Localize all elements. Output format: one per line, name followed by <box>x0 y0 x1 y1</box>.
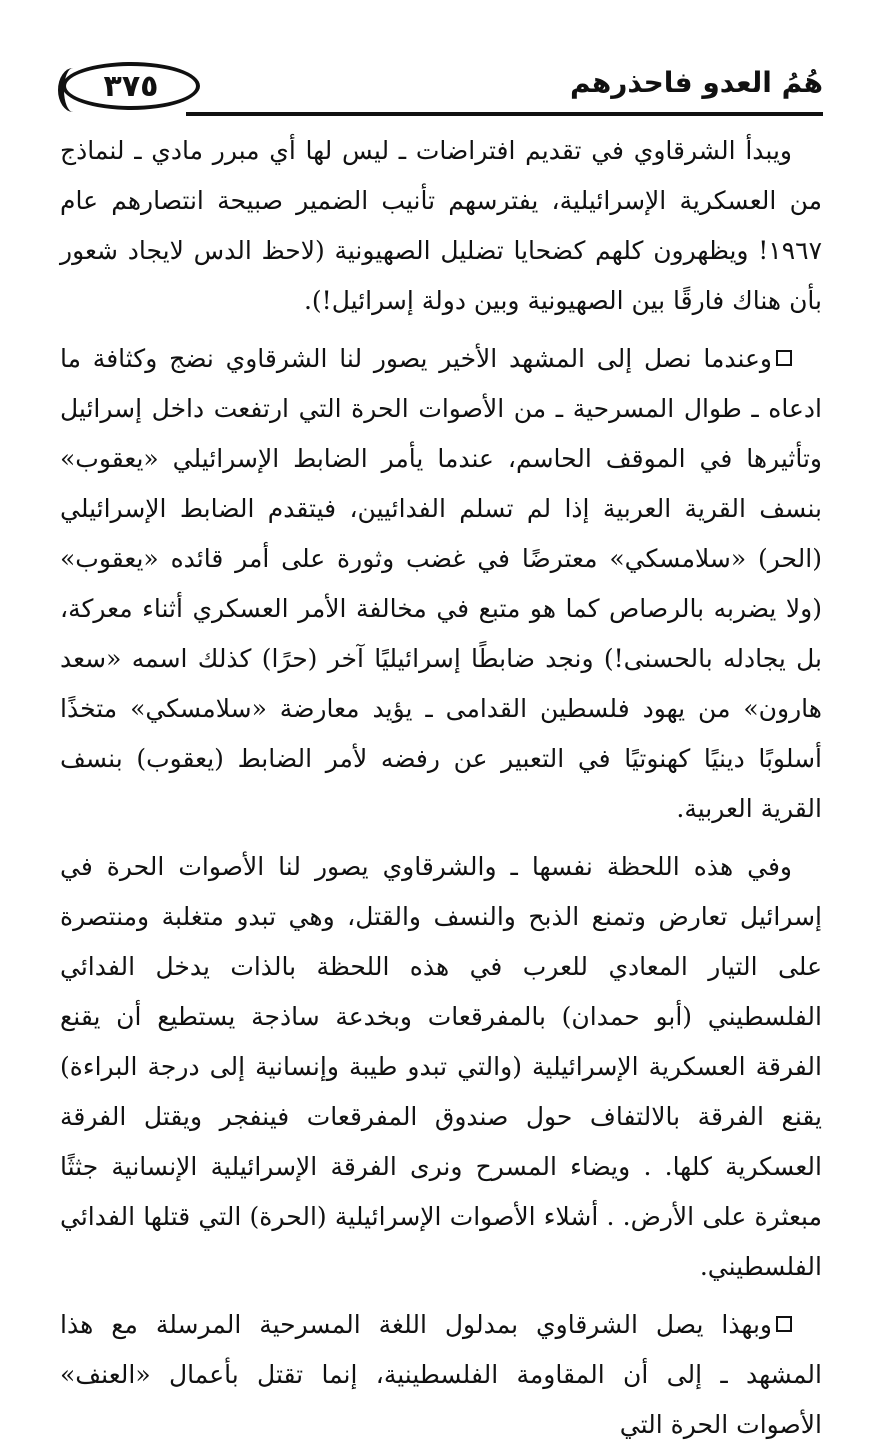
paragraph-text: وبهذا يصل الشرقاوي بمدلول اللغة المسرحية المرسلة مع هذا المشهد ـ إلى أن المقاومة الفلسطينية، إنما تقتل بأعمال «العنف» الأصوات الحرة التي <box>60 1310 822 1439</box>
paragraph-2 <box>60 334 822 834</box>
paragraph-text: ويبدأ الشرقاوي في تقديم افتراضات ـ ليس لها أي مبرر مادي ـ لنماذج من العسكرية الإسرائيلية، يفترسهم تأنيب الضمير صبيحة انتصارهم عام ١٩٦٧! ويظهرون كلهم كضحايا تضليل الصهيونية (لاحظ الدس لايجاد شعور بأن هناك فارقًا بين الصهيونية وبين دولة إسرائيل!). <box>60 136 822 315</box>
paragraph-text: وفي هذه اللحظة نفسها ـ والشرقاوي يصور لنا الأصوات الحرة في إسرائيل تعارض وتمنع الذبح والنسف والقتل، وهي تبدو متغلبة ومنتصرة على التيار المعادي للعرب في هذه اللحظة بالذات يدخل الفدائي الفلسطيني (أبو حمدان) بالمفرقعات وبخدعة ساذجة يستطيع أن يقنع الفرقة العسكرية الإسرائيلية (والتي تبدو طيبة وإنسانية إلى درجة البراءة) يقنع الفرقة بالالتفاف حول صندوق المفرقعات فينفجر ويقتل الفرقة العسكرية كلها. . ويضاء المسرح ونرى الفرقة الإسرائيلية الإنسانية جثثًا مبعثرة على الأرض. . أشلاء الأصوات الإسرائيلية (الحرة) التي قتلها الفدائي الفلسطيني. <box>60 852 822 1281</box>
paragraph-marker-icon <box>776 1316 792 1332</box>
paragraph-marker-icon <box>776 350 792 366</box>
running-title: هُمُ العدو فاحذرهم <box>569 66 823 99</box>
paragraph-4 <box>60 1300 822 1450</box>
body-text <box>60 126 822 1450</box>
paragraph-text: وعندما نصل إلى المشهد الأخير يصور لنا الشرقاوي نضج وكثافة ما ادعاه ـ طوال المسرحية ـ من الأصوات الحرة التي ارتفعت داخل إسرائيل وتأثيرها في الموقف الحاسم، عندما يأمر الضابط الإسرائيلي «يعقوب» بنسف القرية العربية إذا لم تسلم الفدائيين، فيتقدم الضابط الإسرائيلي (الحر) «سلامسكي» معترضًا في غضب وثورة على أمر قائده «يعقوب» (ولا يضربه بالرصاص كما هو متبع في مخالفة الأمر العسكري أثناء معركة، بل يجادله بالحسنى!) ونجد ضابطًا إسرائيليًا آخر (حرًا) كذلك اسمه «سعد هارون» من يهود فلسطين القدامى ـ يؤيد معارضة «سلامسكي» متخذًا أسلوبًا دينيًا كهنوتيًا في التعبير عن رفضه لأمر الضابط (يعقوب) بنسف القرية العربية. <box>60 344 822 823</box>
page-number: ٣٧٥ <box>62 62 200 110</box>
paragraph-3 <box>60 842 822 1292</box>
page-header <box>58 58 823 120</box>
paragraph-1 <box>60 126 822 326</box>
header-rule <box>186 112 823 116</box>
